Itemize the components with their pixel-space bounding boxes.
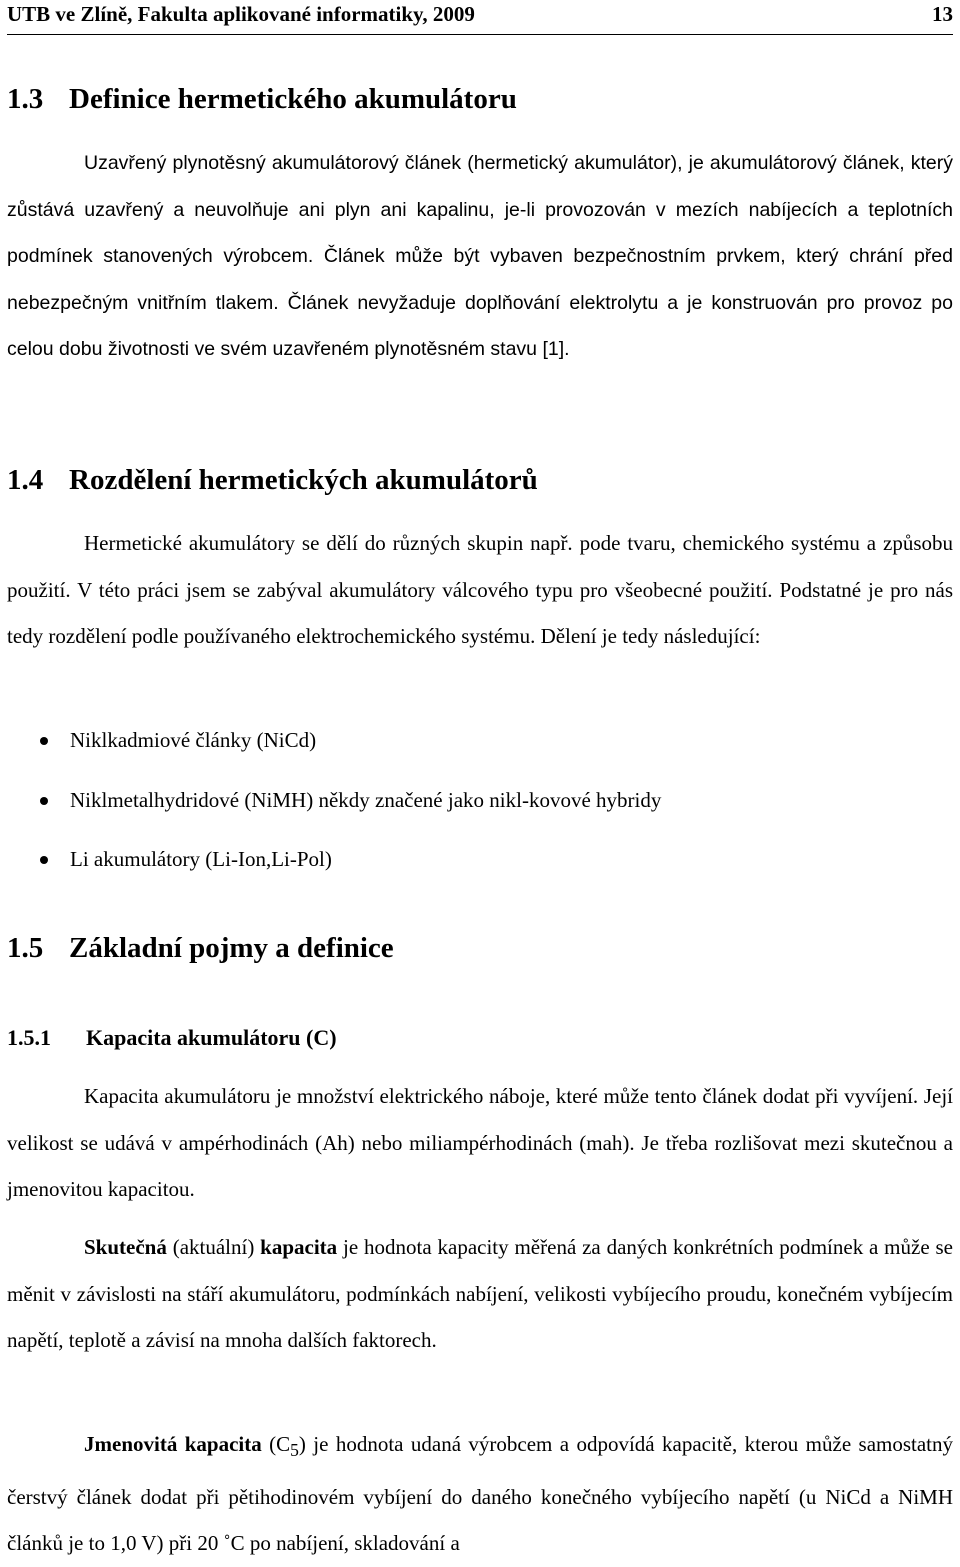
page-number: 13 [932,2,953,26]
section-title: Definice hermetického akumulátoru [69,83,517,115]
bullet-icon [40,856,48,864]
paragraph-definition: Uzavřený plynotěsný akumulátorový článek (hermetický akumulátor), je akumulátorový článek, který zůstává uzavřený a neuvolňuje ani plyn ani kapalinu, je-li provozován v mezích nabíjecích a teplotních podmínek stanovených výrobcem. Článek může být vybaven bezpečnostním prvkem, který chrání před nebezpečným vnitřním tlakem. Článek nevyžaduje doplňování elektrolytu a je konstruován pro provoz po celou dobu životnosti ve svém uzavřeném plynotěsném stavu [1]. [7,152,953,360]
paragraph-actual-capacity: Skutečná (aktuální) kapacita je hodnota kapacity měřená za daných konkrétních podmínek a může se měnit v závislosti na stáří akumulátoru, podmínkách nabíjení, velikosti vybíjecího proudu, konečném vybíjecím napětí, teplotě a závisí na mnoha dalších faktorech. [7,1235,953,1352]
subsection-title: Kapacita akumulátoru (C) [86,1025,337,1050]
section-title: Rozdělení hermetických akumulátorů [69,464,538,496]
section-title: Základní pojmy a definice [69,932,394,964]
list-item [7,788,661,813]
paragraph-nominal-capacity: Jmenovitá kapacita $(C_5)$ je hodnota udaná výrobcem a odpovídá kapacitě, kterou může samostatný čerstvý článek dodat při pětihodinovém vybíjení do daného konečného vybíjecího napětí (u NiCd a NiMH článků je to 1,0 V) při 20 ˚C po nabíjení, skladování a [7,1432,954,1556]
section-number: 1.3 [7,83,44,115]
list-item [7,847,332,872]
section-heading-1-4 [7,466,538,495]
list-item-text: Niklmetalhydridové (NiMH) někdy značené jako nikl-kovové hybridy [70,788,662,812]
bold-term: Jmenovitá kapacita [84,1432,262,1456]
paragraph-capacity: Kapacita akumulátoru je množství elektrického náboje, které může tento článek dodat při vyvíjení. Její velikost se udává v ampérhodinách (Ah) nebo miliampérhodinách (mah). Je třeba rozlišovat mezi skutečnou a jmenovitou kapacitou. [7,1084,953,1201]
section-number: 1.4 [7,464,44,496]
section-number: 1.5 [7,932,44,964]
subsection-heading-1-5-1 [7,1027,337,1049]
list-item [7,728,316,753]
bold-term: kapacita [260,1235,338,1259]
bullet-icon [40,737,48,745]
list-item-text: Li akumulátory (Li-Ion,Li-Pol) [70,847,332,871]
section-heading-1-3 [7,85,517,114]
bullet-icon [40,797,48,805]
paragraph-classification: Hermetické akumulátory se dělí do různých skupin např. pode tvaru, chemického systému a způsobu použití. V této práci jsem se zabýval akumulátory válcového typu pro všeobecné použití. Podstatné je pro nás tedy rozdělení podle používaného elektrochemického systému. Dělení je tedy následující: [7,531,953,648]
running-header [7,0,953,35]
list-item-text: Niklkadmiové články (NiCd) [70,728,317,752]
header-title: UTB ve Zlíně, Fakulta aplikované informatiky, 2009 [7,2,475,26]
section-heading-1-5 [7,934,394,963]
subsection-number: 1.5.1 [7,1025,51,1050]
bold-term: Skutečná [84,1235,167,1259]
